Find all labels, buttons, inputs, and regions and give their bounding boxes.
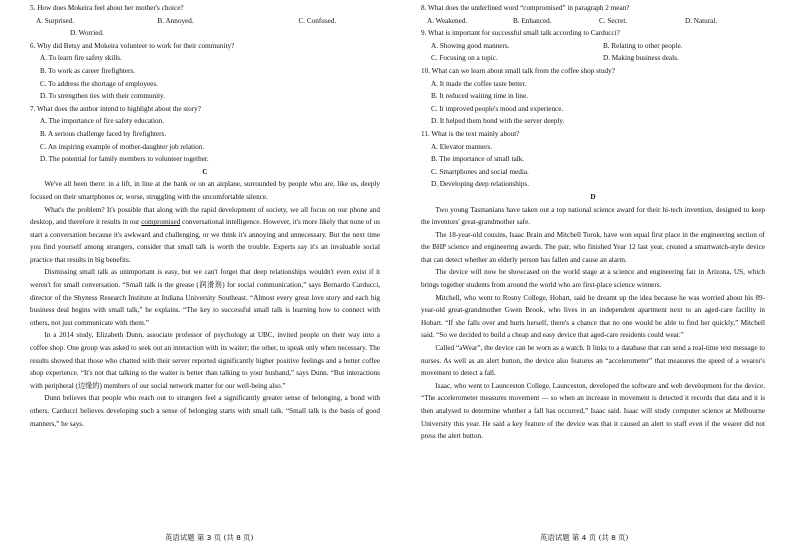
question-11-options (421, 141, 765, 191)
passage-c-paragraph-4: In a 2014 study, Elizabeth Dunn, associate professor of psychology at UBC, invited people on their way into a coffee shop. One group was asked to seek out an interaction with its waiter; the other, to speak only when necessary. The results showed that those who chatted with their server reported significantly higher positive feelings and a better coffee shop experience. “It's not that talking to the waiter is better than talking to your husband,” says Dunn. “But interactions with peripheral (边缘的) members of our social network matter for our well-being also.” (30, 331, 380, 390)
question-9-options (421, 40, 765, 65)
question-9-option-b: B. Relating to other people. (603, 41, 683, 50)
right-page-column (421, 2, 765, 443)
underlined-word-compromised: compromised (141, 218, 181, 227)
question-8-option-b: B. Enhanced. (513, 16, 552, 25)
question-6-option-d: D. To strengthen ties with their community. (40, 92, 166, 101)
page-footer-left: 英语试题 第 3 页 (共 8 页) (165, 533, 254, 542)
question-5-option-b: B. Annoyed. (157, 16, 194, 25)
question-11-option-b: B. The importance of small talk. (431, 155, 525, 164)
question-7-option-c: C. An inspiring example of mother-daughter job relation. (40, 142, 205, 151)
question-8-option-d: D. Natural. (685, 16, 718, 25)
question-10-option-c: C. It improved people's mood and experience. (431, 104, 564, 113)
question-11-option-d: D. Developing deep relationships. (431, 180, 530, 189)
page-footer-right: 英语试题 第 4 页 (共 8 页) (540, 533, 629, 542)
left-page-column (30, 2, 380, 430)
paragraph-2-text-end: conversational intelligence. However, it's more likely that none of us start a conversation because it's awkward and challenging, or we think it's annoying and unnecessary. But the next time you find yourself among strangers, consider that small talk is worth the trouble. Experts say it's an invaluable social practice that results in big benefits. (30, 218, 381, 264)
question-11-option-a: A. Elevator manners. (431, 142, 493, 151)
question-9-option-d: D. Making business deals. (603, 54, 679, 63)
question-8-options (421, 15, 765, 28)
passage-d-paragraph-1: Two young Tasmanians have taken out a top national science award for their hi-tech invention, designed to keep the inventors' great-grandmother safe. (421, 205, 765, 227)
question-5-stem: 5. How does Mokeira feel about her mother's choice? (30, 4, 184, 12)
question-7-option-b: B. A serious challenge faced by firefighters. (40, 129, 167, 138)
question-6-option-c: C. To address the shortage of employees. (40, 79, 158, 88)
passage-c-paragraph-1: We've all been there: in a lift, in line at the bank or on an airplane, surrounded by people who are, like us, deeply focused on their smartphones or, worse, struggling with the uncomfortable silence. (30, 180, 380, 201)
section-d-heading: D (590, 192, 596, 201)
question-10-options (421, 78, 765, 128)
passage-c-paragraph-3: Dismissing small talk as unimportant is easy, but we can't forget that deep relationships wouldn't even exist if it weren't for small conversation. “Small talk is the grease (润滑剂) for social communication,” says Bernardo Carducci, director of the Shyness Research Institute at Indiana University Southeast. “Almost every great love story and each big business deal begins with small talk,” he explains. “The key to successful small talk is learning how to connect with others, not just communicate with them.” (30, 268, 380, 327)
question-7-stem: 7. What does the author intend to highlight about the story? (30, 104, 201, 113)
question-5-option-d: D. Worried. (70, 29, 104, 38)
passage-d-paragraph-4: Mitchell, who went to Rosny College, Hobart, said he dreamt up the idea because he was worried about his 89-year-old great-grandmother Gwen Brook, who lives in an independent apartment next to an aged-care facility in Hobart. “If she falls over and hurts herself, there's a chance that no one would be able to find her quickly,” Mitchell said. “So we decided to build a cheap and easy device that aged-care residents could wear.” (421, 293, 765, 340)
question-8-option-a: A. Weakened. (427, 16, 468, 25)
question-7-options (30, 115, 380, 165)
question-6-option-b: B. To work as career firefighters. (40, 66, 135, 75)
question-10-option-d: D. It helped them bond with the server deeply. (431, 117, 565, 126)
question-10-stem: 10. What can we learn about small talk from the coffee shop study? (421, 66, 615, 75)
question-6-stem: 6. Why did Betsy and Mokeira volunteer to work for their community? (30, 41, 235, 50)
question-8-stem: 8. What does the underlined word “compromised” in paragraph 2 mean? (421, 4, 630, 12)
passage-d-paragraph-5: Called “aWear”, the device can be worn as a watch. It links to a database that can send a real-time text message to nurses. As well as an alert button, the device also features an “accelerometer” that measures the speed of a wearer's movement to detect a fall. (421, 344, 765, 378)
question-6-options (30, 52, 380, 102)
question-6-option-a: A. To learn fire safety skills. (40, 54, 122, 63)
question-10-option-b: B. It reduced waiting time in line. (431, 92, 529, 101)
question-5-option-c: C. Confused. (298, 16, 337, 25)
passage-c-paragraph-5: Dunn believes that people who reach out to strangers feel a significantly greater sense of belonging, a bond with others. Carducci believes developing such a sense of belonging starts with small talk. “Small talk is the basis of good manners,” he says. (30, 394, 380, 428)
question-7-option-d: D. The potential for family members to volunteer together. (40, 155, 209, 164)
question-7-option-a: A. The importance of fire safety education. (40, 117, 165, 126)
question-5-options (30, 15, 380, 40)
question-9-option-c: C. Focusing on a topic. (431, 54, 498, 63)
section-c-heading: C (202, 167, 208, 176)
question-5-option-a: A. Surprised. (36, 16, 75, 25)
question-9-stem: 9. What is important for successful small talk according to Carducci? (421, 29, 620, 38)
question-11-stem: 11. What is the text mainly about? (421, 129, 520, 138)
passage-c-paragraph-2 (30, 204, 380, 267)
question-11-option-c: C. Smartphones and social media. (431, 167, 529, 176)
question-9-option-a: A. Showing good manners. (431, 41, 510, 50)
passage-d-paragraph-6: Isaac, who went to Launceston College, Launceston, developed the software and web development for the device. “The accelerometer measures movement — so when an increase in movement is detected it records that data and it is then analysed to determine whether a fall has occurred,” Isaac said. Isaac will study computer science at Melbourne University this year. He said a key feature of the device was that it caused an alert to staff even if the wearer did not press the alert button. (421, 381, 765, 441)
paragraph-2-text-start: What's the problem? It's possible that along with the rapid development of society, we all focus on our phone and desktop, and therefore it results in our (30, 205, 380, 227)
question-10-option-a: A. It made the coffee taste better. (431, 79, 527, 88)
question-8-option-c: C. Secret. (599, 16, 628, 25)
passage-d-paragraph-3: The device will now be showcased on the world stage at a science and engineering fair in Arizona, US, which brings together students from around the world who are first-place science winners. (421, 268, 765, 290)
passage-d-paragraph-2: The 18-year-old cousins, Isaac Brain and Mitchell Torok, have won equal first place in the engineering section of the BHP science and engineering awards. The pair, who finished Year 12 last year, created a smartwatch-style device that can detect whether an elderly person has fallen and cause an alarm. (421, 230, 765, 264)
